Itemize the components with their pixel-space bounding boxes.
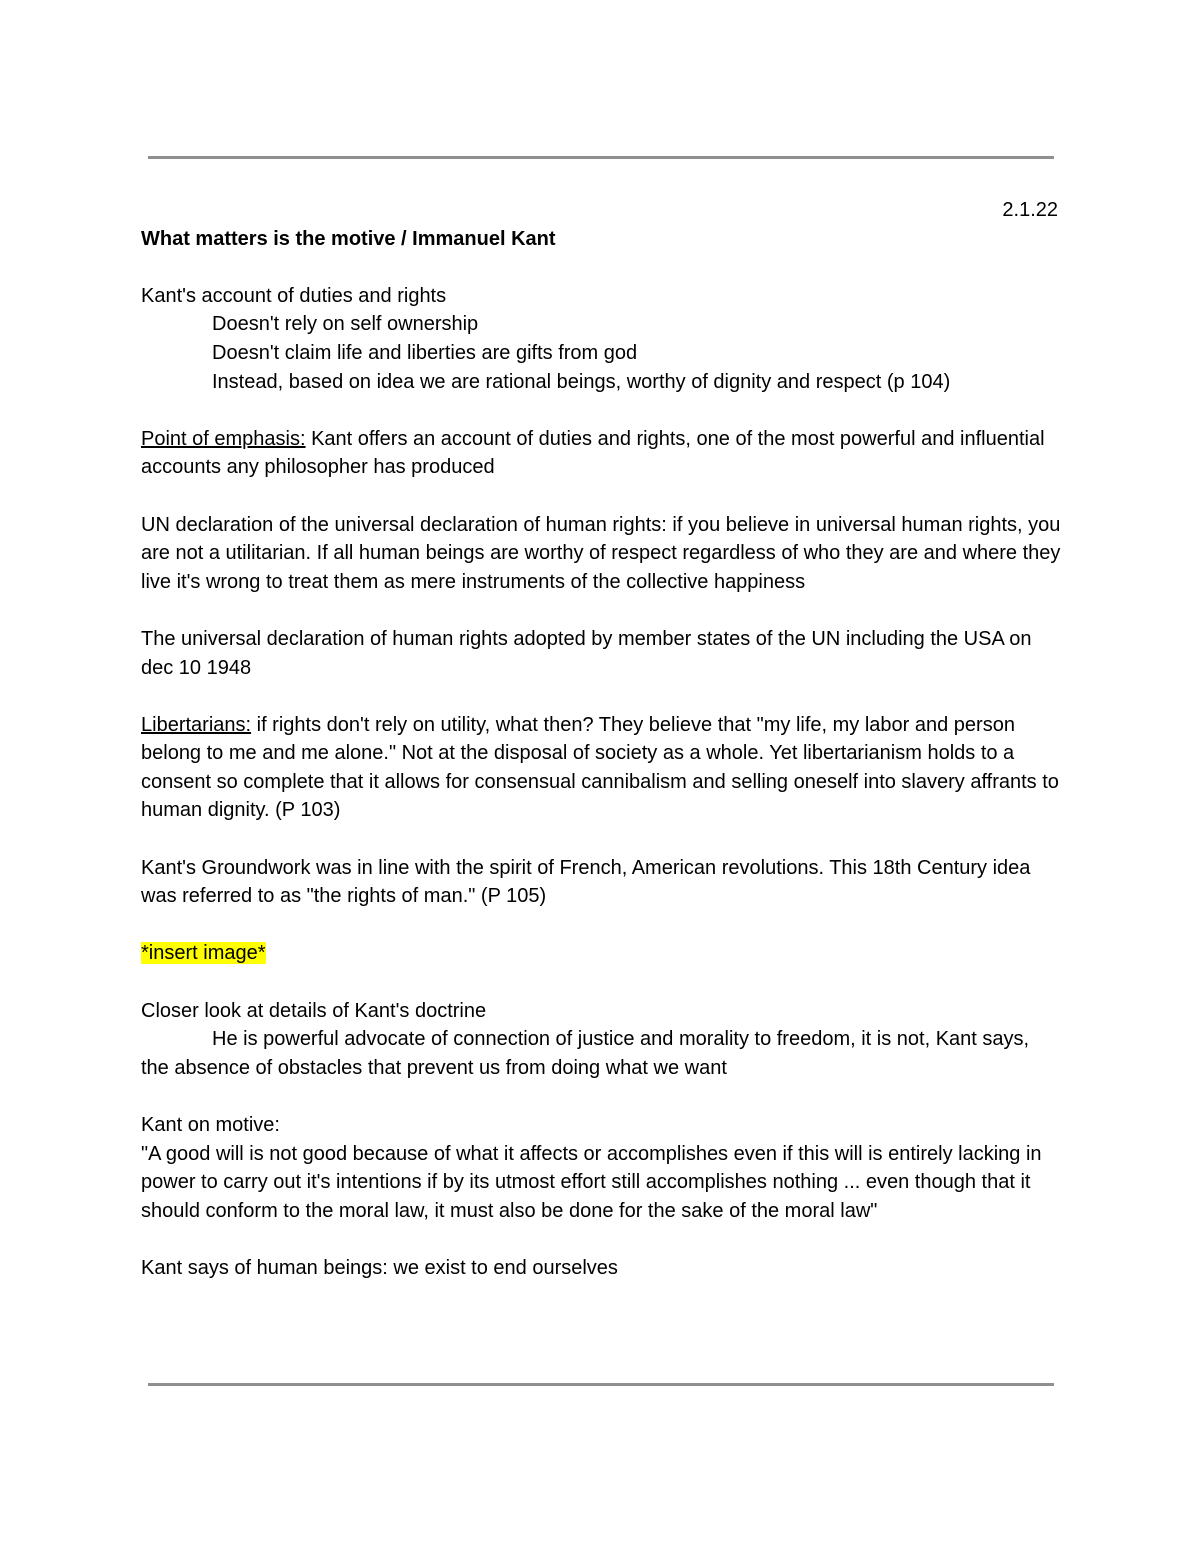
note-title: What matters is the motive / Immanuel Kant: [141, 227, 556, 250]
motive-quote: "A good will is not good because of what it affects or accomplishes even if this will is entirely lacking in power to carry out it's intentions if by its utmost effort still accomplishes nothing ... even though that it should conform to the moral law, it must also be done for the sake of the moral law": [141, 1142, 1042, 1222]
note-date: 2.1.22: [1002, 199, 1058, 221]
list-item: Instead, based on idea we are rational beings, worthy of dignity and respect (p 104): [212, 370, 951, 393]
document-body: [141, 196, 1061, 1283]
libertarians-label: Libertarians:: [141, 713, 252, 736]
motive-heading: Kant on motive:: [141, 1114, 280, 1136]
list-item: Doesn't claim life and liberties are gifts from god: [212, 341, 638, 364]
top-divider: [148, 156, 1054, 159]
groundwork-paragraph: Kant's Groundwork was in line with the spirit of French, American revolutions. This 18th Century idea was referred to as "the rights of man." (P 105): [141, 856, 1031, 908]
doctrine-heading: Closer look at details of Kant's doctrine: [141, 999, 487, 1022]
highlighted-note: *insert image*: [141, 942, 266, 965]
libertarians-paragraph: [141, 711, 1061, 825]
section-heading-duties-rights: Kant's account of duties and rights: [141, 284, 447, 307]
closing-line: Kant says of human beings: we exist to end ourselves: [141, 1256, 618, 1279]
doctrine-text: He is powerful advocate of connection of justice and morality to freedom, it is not, Kant says, the absence of obstacles that prevent us from doing what we want: [141, 1028, 1030, 1079]
bottom-divider: [148, 1383, 1054, 1386]
emphasis-label: Point of emphasis:: [141, 427, 306, 450]
emphasis-text: Kant offers an account of duties and rights, one of the most powerful and influential accounts any philosopher has produced: [141, 427, 1045, 479]
emphasis-paragraph: [141, 425, 1061, 482]
list-item: Doesn't rely on self ownership: [212, 313, 479, 336]
libertarians-text: if rights don't rely on utility, what then? They believe that "my life, my labor and person belong to me and me alone." Not at the disposal of society as a whole. Yet libertarianism holds to a consent so complete that it allows for consensual cannibalism and selling oneself into slavery affrants to human dignity. (P 103): [141, 713, 1059, 822]
un-declaration-paragraph: UN declaration of the universal declaration of human rights: if you believe in universal human rights, you are not a utilitarian. If all human beings are worthy of respect regardless of who they are and where they live it's wrong to treat them as mere instruments of the collective happiness: [141, 513, 1061, 593]
udhr-paragraph: The universal declaration of human rights adopted by member states of the UN including the USA on dec 10 1948: [141, 627, 1032, 679]
insert-image-placeholder: [141, 939, 1061, 968]
